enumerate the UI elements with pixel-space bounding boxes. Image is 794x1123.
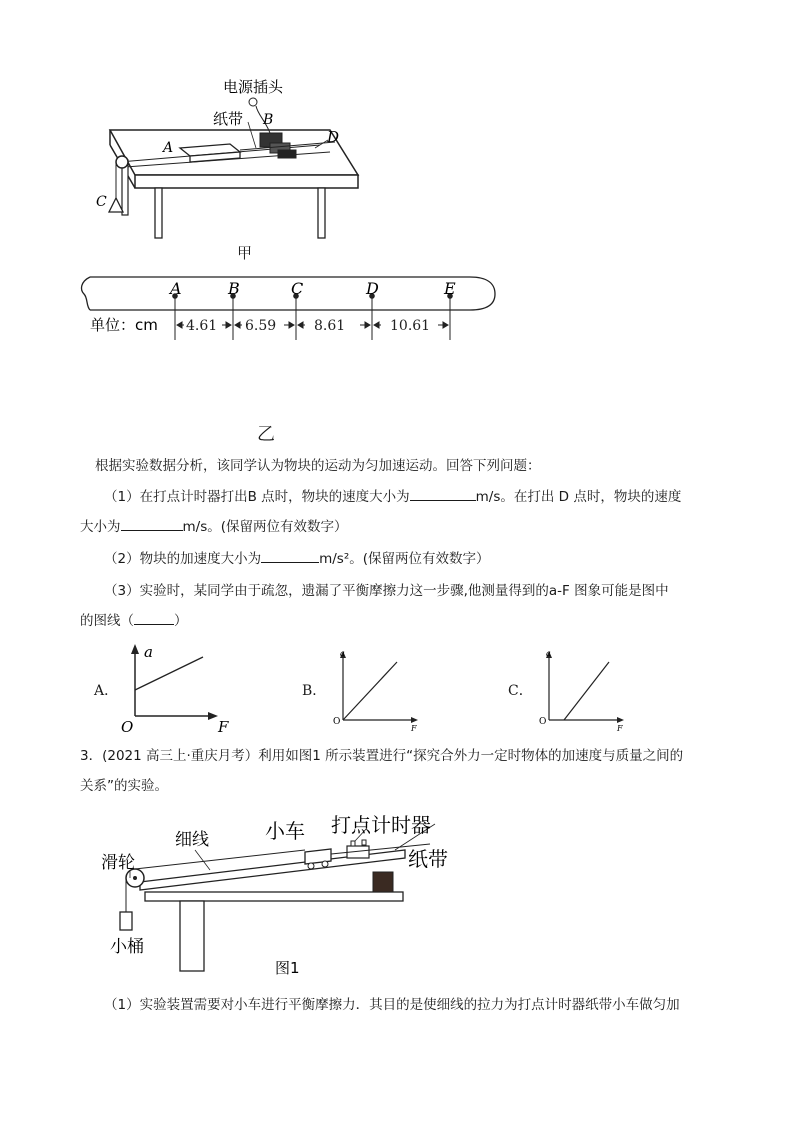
figure-yi-caption: 乙 xyxy=(257,424,275,445)
q2-part2: （2）物块的加速度大小为 m/s²。(保留两位有效数字） xyxy=(104,548,490,570)
unit-label: 单位：cm xyxy=(90,316,158,334)
label-D: D xyxy=(327,128,340,146)
option-C-graph xyxy=(536,648,636,733)
option-A-line xyxy=(135,657,203,690)
label-C: C xyxy=(96,194,107,210)
label-bucket: 小桶 xyxy=(110,937,144,957)
label-B: B xyxy=(263,112,274,128)
label-tape-fig1: 纸带 xyxy=(408,847,448,871)
option-C-origin: O xyxy=(539,717,547,727)
q3-line2: 关系”的实验。 xyxy=(80,778,168,794)
option-B-origin: O xyxy=(333,717,341,727)
point-label-A: A xyxy=(170,279,182,298)
option-A-axis-y: a xyxy=(144,643,153,661)
tape-points xyxy=(172,293,453,299)
option-B-graph xyxy=(330,648,430,733)
figure-1-caption: 图1 xyxy=(275,959,300,977)
segment-CD: 8.61 xyxy=(314,318,346,334)
figure-jia-caption: 甲 xyxy=(237,244,253,262)
point-label-D: D xyxy=(366,279,379,298)
point-label-E: E xyxy=(444,279,456,298)
segment-DE: 10.61 xyxy=(390,318,431,334)
segment-BC: 6.59 xyxy=(245,318,277,334)
option-A-label: A． xyxy=(94,683,119,699)
figure-1 xyxy=(95,810,475,980)
figure-jia xyxy=(80,70,380,270)
label-power-plug: 电源插头 xyxy=(223,78,284,96)
figure-yi xyxy=(70,270,510,350)
q2-part3-line2: 的图线（ ） xyxy=(80,610,188,632)
answer-blank-graph xyxy=(134,610,174,625)
option-C-label: C． xyxy=(508,683,533,699)
segment-AB: 4.61 xyxy=(186,318,218,334)
option-B-axis-y: a xyxy=(340,649,345,658)
option-C-line xyxy=(564,662,609,720)
label-timer: 打点计时器 xyxy=(331,813,431,837)
option-B-label: B． xyxy=(302,683,327,699)
label-cart: 小车 xyxy=(265,819,305,843)
label-tape: 纸带 xyxy=(213,110,244,128)
option-A-origin: O xyxy=(121,718,134,735)
answer-blank-vD xyxy=(121,516,183,531)
label-thin-line: 细线 xyxy=(175,830,209,850)
q2-intro: 根据实验数据分析，该同学认为物块的运动为匀加速运动。回答下列问题： xyxy=(95,458,541,474)
option-B-axis-x: F xyxy=(411,724,417,733)
label-A: A xyxy=(163,140,174,156)
option-C-axis-y: a xyxy=(546,649,551,658)
option-A-axis-x: F xyxy=(218,718,229,735)
q2-part1-line2: 大小为 m/s。(保留两位有效数字） xyxy=(80,516,348,538)
q2-part3-line1: （3）实验时，某同学由于疏忽，遗漏了平衡摩擦力这一步骤,他测量得到的a-F 图象可能是图中 xyxy=(104,583,669,599)
point-label-C: C xyxy=(291,279,304,298)
option-A-graph xyxy=(112,640,237,735)
q3-line1: 3．(2021 高三上·重庆月考）利用如图1 所示装置进行“探究合外力一定时物体的加速度与质量之间的 xyxy=(80,748,684,764)
answer-blank-vB xyxy=(410,486,476,501)
point-label-B: B xyxy=(228,279,240,298)
label-pulley: 滑轮 xyxy=(101,853,135,873)
option-B-line xyxy=(343,662,397,720)
answer-blank-accel xyxy=(261,548,319,563)
q2-part1-line1: （1）在打点计时器打出B 点时，物块的速度大小为 m/s。在打出 D 点时，物块的速度 xyxy=(104,486,681,508)
option-C-axis-x: F xyxy=(617,724,623,733)
q3-part1: （1）实验装置需要对小车进行平衡摩擦力．其目的是使细线的拉力为打点计时器纸带小车做匀加 xyxy=(104,997,680,1013)
